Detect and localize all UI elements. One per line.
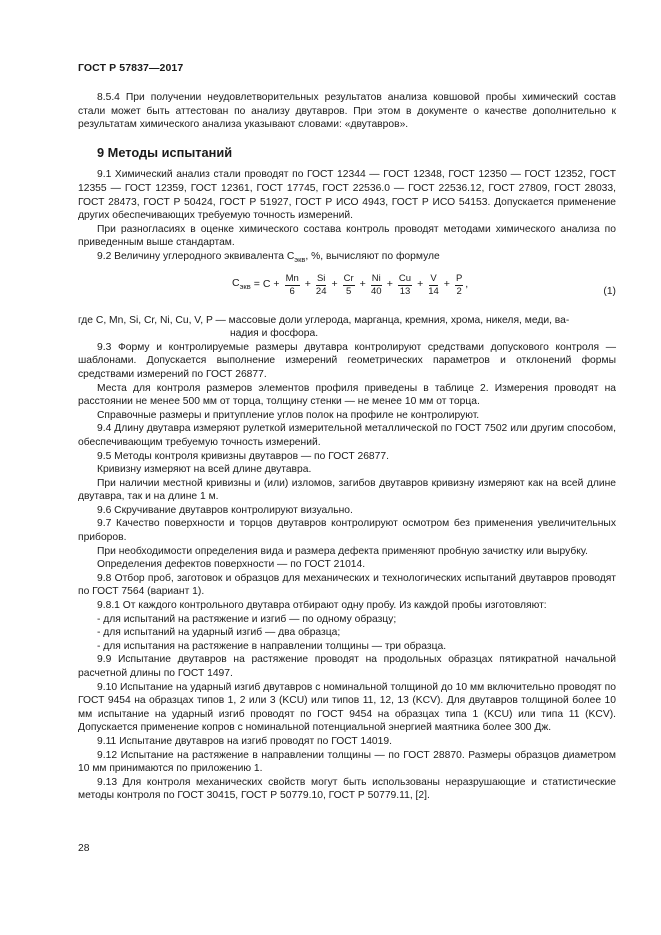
- formula-plus: +: [359, 278, 366, 291]
- paragraph-9-7: 9.7 Качество поверхности и торцов двутавров контролируют осмотром без применения увеличительных приборов.: [78, 518, 616, 544]
- paragraph-9-3: 9.3 Форму и контролируемые размеры двутавра контролируют средствами допускового контроля — шаблонами. Допускается выполнение измерений геометрических параметров и отклонений формы средствами измерений по ГОСТ 26877.: [78, 341, 616, 380]
- paragraph-9-8-1: 9.8.1 От каждого контрольного двутавра отбирают одну пробу. Из каждой пробы изготовляют:: [97, 600, 547, 612]
- carbon-equivalent-formula: [232, 273, 468, 298]
- list-item: - для испытания на растяжение в направлении толщины — три образца.: [97, 640, 447, 652]
- formula-plus: +: [273, 278, 280, 291]
- paragraph-9-1: 9.1 Химический анализ стали проводят по ГОСТ 12344 — ГОСТ 12348, ГОСТ 12350 — ГОСТ 12352, ГОСТ 12355 — ГОСТ 12359, ГОСТ 12361, ГОСТ 17745, ГОСТ 22536.0 — ГОСТ 22536.12, ГОСТ 27809, ГОСТ 28033, ГОСТ 28473, ГОСТ Р 50424, ГОСТ Р 51927, ГОСТ Р ИСО 4943, ГОСТ Р ИСО 54153. Допускается применение других обеспечивающих требуемую точность измерений.: [78, 169, 616, 222]
- formula-plus: +: [386, 278, 393, 291]
- paragraph-9-10: 9.10 Испытание на ударный изгиб двутавров с номинальной толщиной до 10 мм включительно проводят по ГОСТ 9454 на образцах типов 1, 2 или 3 (KCU) или типов 11, 12, 13 (KCV). Для двутавров толщиной более 10 мм испытание на ударный изгиб проводят по ГОСТ 9454 на образцах типа 1 (KCU) или типа 11 (KCV). Допускается применение копров с номинальной потенциальной энергией маятника более 300 Дж.: [78, 681, 616, 734]
- paragraph: При необходимости определения вида и размера дефекта применяют пробную зачистку или вырубку.: [97, 545, 588, 557]
- formula-plus: +: [443, 278, 450, 291]
- intro-subscript: экв: [294, 254, 306, 264]
- paragraph: Кривизну измеряют на всей длине двутавра.: [97, 464, 312, 476]
- paragraph-9-2: [78, 250, 616, 267]
- document-body: [78, 91, 616, 803]
- intro-text: 9.2 Величину углеродного эквивалента С: [97, 250, 295, 262]
- paragraph-9-9: 9.9 Испытание двутавров на растяжение проводят на продольных образцах пятикратной начальной расчетной длины по ГОСТ 1497.: [78, 654, 616, 680]
- section-title: 9 Методы испытаний: [97, 144, 233, 160]
- formula-plus: +: [304, 278, 311, 291]
- intro-text-end: , %, вычисляют по формуле: [305, 250, 440, 262]
- formula-equals: =: [253, 278, 260, 291]
- fraction-p: $\frac{P}{2}$: [455, 272, 463, 297]
- paragraph-8-5-4: 8.5.4 При получении неудовлетворительных результатов анализа ковшовой пробы химический состав стали может быть аттестован по анализу двутавров. При этом в документе о качестве дополнительно к результатам химического анализа указывают словами: «двутавров».: [78, 92, 616, 131]
- paragraph-9-8: 9.8 Отбор проб, заготовок и образцов для механических и технологических испытаний двутавров проводят по ГОСТ 7564 (вариант 1).: [78, 572, 616, 598]
- paragraph: При наличии местной кривизны и (или) изломов, загибов двутавров кривизну измеряют как на всей длине двутавра, так и на длине 1 м.: [78, 477, 616, 503]
- paragraph-9-6: 9.6 Скручивание двутавров контролируют визуально.: [97, 504, 353, 516]
- paragraph-9-11: 9.11 Испытание двутавров на изгиб проводят по ГОСТ 14019.: [97, 735, 392, 747]
- formula-carbon: С: [262, 278, 271, 291]
- paragraph: Определения дефектов поверхности — по ГОСТ 21014.: [97, 559, 366, 571]
- formula-lhs: $С_{экв}$: [232, 276, 251, 291]
- formula-plus: +: [417, 278, 424, 291]
- fraction-si: $\frac{Si}{24}$: [315, 272, 327, 297]
- formula-end: ,: [465, 278, 469, 291]
- fraction-ni: $\frac{Ni}{40}$: [371, 272, 382, 297]
- formula-number: (1): [603, 285, 616, 297]
- page-number: 28: [78, 843, 90, 854]
- fraction-cr: $\frac{Cr}{5}$: [343, 272, 354, 297]
- formula-row: [78, 271, 616, 311]
- document-header: ГОСТ Р 57837—2017: [78, 62, 184, 74]
- paragraph-9-12: 9.12 Испытание на растяжение в направлении толщины — по ГОСТ 28870. Размеры образцов диаметром 10 мм принимаются по приложению 1.: [78, 749, 616, 775]
- paragraph: Справочные размеры и притупление углов полок на профиле не контролируют.: [97, 409, 480, 421]
- fraction-cu: $\frac{Cu}{13}$: [398, 272, 412, 297]
- paragraph: Места для контроля размеров элементов профиля приведены в таблице 2. Измерения проводят на расстоянии не менее 500 мм от торца, толщину стенки — не менее 10 мм от торца.: [78, 382, 616, 408]
- paragraph-9-5: 9.5 Методы контроля кривизны двутавров — по ГОСТ 26877.: [97, 450, 389, 462]
- fraction-v: $\frac{V}{14}$: [428, 272, 439, 297]
- paragraph-9-13: 9.13 Для контроля механических свойств могут быть использованы неразрушающие и статистические методы контроля по ГОСТ 30415, ГОСТ Р 50779.10, ГОСТ Р 50779.11, [2].: [78, 776, 616, 802]
- list-item: - для испытаний на ударный изгиб — два образца;: [97, 627, 341, 639]
- formula-where: где C, Mn, Si, Cr, Ni, Cu, V, P — массовые доли углерода, марганца, кремния, хрома, никеля, меди, ва- надия и фосфора.: [78, 314, 570, 340]
- fraction-mn: $\frac{Mn}{6}$: [285, 272, 299, 297]
- list-item: - для испытаний на растяжение и изгиб — по одному образцу;: [97, 613, 397, 625]
- formula-plus: +: [331, 278, 338, 291]
- paragraph-9-4: 9.4 Длину двутавра измеряют рулеткой измерительной металлической по ГОСТ 7502 или другим способом, обеспечивающим требуемую точность измерений.: [78, 423, 616, 448]
- paragraph: При разногласиях в оценке химического состава контроль проводят методами химического анализа по приведенным выше стандартам.: [78, 223, 616, 249]
